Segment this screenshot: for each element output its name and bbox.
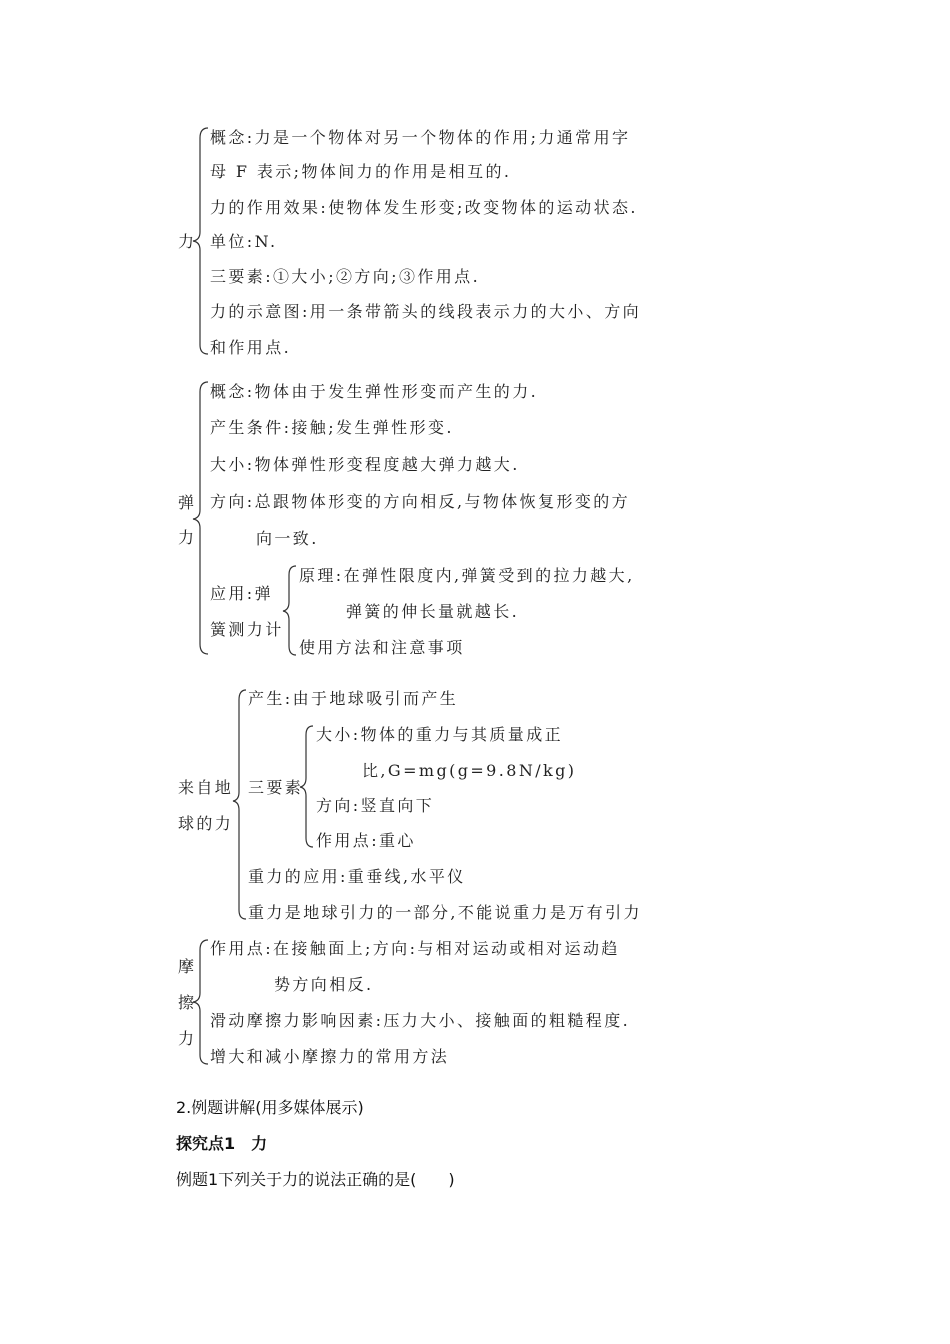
gravity-label-2: 球的力 bbox=[178, 814, 234, 833]
application-label-2: 簧测力计 bbox=[210, 620, 284, 639]
friction-label-3: 力 bbox=[178, 1029, 197, 1048]
elements-line-1: 大小:物体的重力与其质量成正 bbox=[316, 725, 563, 744]
friction-label-2: 擦 bbox=[178, 993, 197, 1012]
friction-line-2: 势方向相反. bbox=[274, 975, 374, 994]
application-line-3: 使用方法和注意事项 bbox=[299, 638, 465, 657]
brace-elastic bbox=[193, 382, 208, 654]
force-label: 力 bbox=[178, 232, 197, 251]
force-line-6: 力的示意图:用一条带箭头的线段表示力的大小、方向 bbox=[210, 302, 641, 321]
elastic-line-5: 向一致. bbox=[256, 529, 319, 548]
friction-line-1: 作用点:在接触面上;方向:与相对运动或相对运动趋 bbox=[210, 939, 620, 958]
gravity-line-produce: 产生:由于地球吸引而产生 bbox=[248, 689, 459, 708]
force-line-1: 概念:力是一个物体对另一个物体的作用;力通常用字 bbox=[210, 128, 631, 147]
application-line-1: 原理:在弹性限度内,弹簧受到的拉力越大, bbox=[299, 566, 635, 585]
gravity-line-note: 重力是地球引力的一部分,不能说重力是万有引力 bbox=[248, 903, 642, 922]
elastic-line-3: 大小:物体弹性形变程度越大弹力越大. bbox=[210, 455, 520, 474]
application-line-2: 弹簧的伸长量就越长. bbox=[346, 602, 520, 621]
friction-label-1: 摩 bbox=[178, 957, 197, 976]
brace-application bbox=[283, 566, 296, 655]
gravity-label-1: 来自地 bbox=[178, 778, 234, 797]
elements-line-3: 方向:竖直向下 bbox=[316, 796, 435, 815]
force-line-7: 和作用点. bbox=[210, 338, 292, 357]
example-question: 例题1下列关于力的说法正确的是( ) bbox=[176, 1170, 455, 1189]
elements-label: 三要素 bbox=[248, 778, 304, 797]
brace-gravity bbox=[233, 690, 246, 919]
friction-line-3: 滑动摩擦力影响因素:压力大小、接触面的粗糙程度. bbox=[210, 1011, 631, 1030]
force-line-5: 三要素:①大小;②方向;③作用点. bbox=[210, 267, 481, 286]
gravity-line-application: 重力的应用:重垂线,水平仪 bbox=[248, 867, 466, 886]
section-heading: 2.例题讲解(用多媒体展示) bbox=[176, 1098, 364, 1117]
elements-line-4: 作用点:重心 bbox=[316, 831, 416, 850]
elastic-label-2: 力 bbox=[178, 528, 197, 547]
elements-line-2: 比,G=mg(g=9.8N/kg) bbox=[362, 761, 577, 780]
subheading: 探究点1 力 bbox=[176, 1134, 268, 1153]
friction-line-4: 增大和减小摩擦力的常用方法 bbox=[210, 1047, 450, 1066]
elastic-label-1: 弹 bbox=[178, 493, 197, 512]
elastic-line-1: 概念:物体由于发生弹性形变而产生的力. bbox=[210, 382, 539, 401]
application-label-1: 应用:弹 bbox=[210, 584, 273, 603]
force-line-3: 力的作用效果:使物体发生形变;改变物体的运动状态. bbox=[210, 198, 638, 217]
force-line-2: 母 F 表示;物体间力的作用是相互的. bbox=[210, 162, 512, 181]
elastic-line-2: 产生条件:接触;发生弹性形变. bbox=[210, 418, 454, 437]
force-line-4: 单位:N. bbox=[210, 232, 278, 251]
elastic-line-4: 方向:总跟物体形变的方向相反,与物体恢复形变的方 bbox=[210, 492, 631, 511]
